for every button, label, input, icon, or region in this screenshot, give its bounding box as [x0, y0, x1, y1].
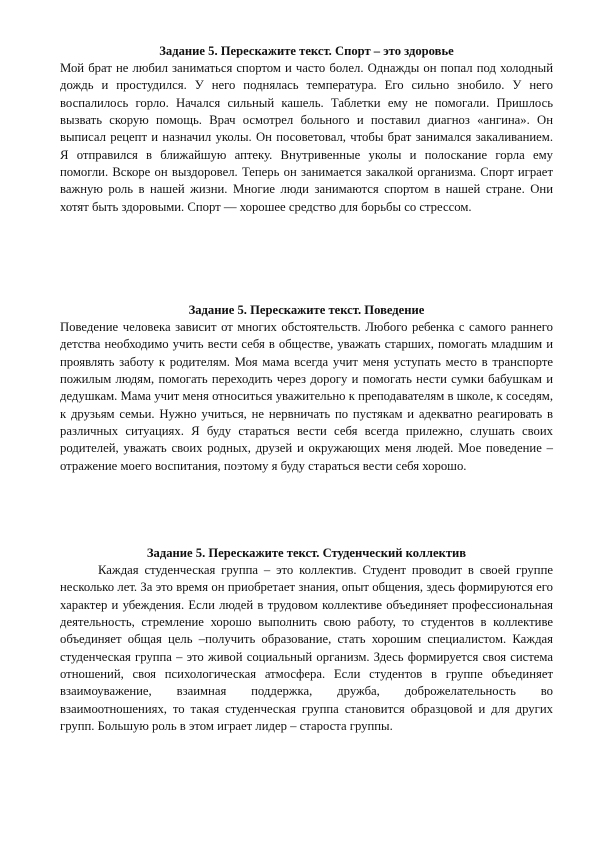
section-behavior	[60, 302, 553, 475]
section-student-collective	[60, 545, 553, 735]
section-title: Задание 5. Перескажите текст. Спорт – это здоровье	[159, 44, 454, 58]
section-sport	[60, 43, 553, 216]
section-text: Мой брат не любил заниматься спортом и часто болел. Однажды он попал под холодный дождь и простудился. У него поднялась температура. Его сильно знобило. У него воспалилось горло. Начался сильный кашель. Таблетки ему не помогали. Пришлось вызвать скорую помощь. Врач осмотрел больного и поставил диагноз «ангина». Он выписал рецепт и назначил уколы. Он посоветовал, чтобы брат занимался закаливанием. Я отправился в ближайшую аптеку. Внутривенные уколы и полоскание горла ему помогли. Вскоре он выздоровел. Теперь он занимается закалкой организма. Спорт играет важную роль в нашей жизни. Многие люди занимаются спортом в нашей стране. Они хотят быть здоровыми. Спорт — хорошее средство для борьбы со стрессом.	[60, 61, 553, 214]
section-title: Задание 5. Перескажите текст. Студенческий коллектив	[146, 546, 467, 560]
section-title: Задание 5. Перескажите текст. Поведение	[188, 303, 425, 317]
section-text: Каждая студенческая группа – это коллектив. Студент проводит в своей группе несколько лет. За это время он приобретает знания, опыт общения, здесь формируются его характер и убеждения. Если людей в трудовом коллективе объединяет профессиональная деятельность, стремление хорошо выполнить свою работу, то студентов в коллективе объединяет общая цель –получить образование, стать хорошим специалистом. Каждая студенческая группа – это живой социальный организм. Здесь формируется своя система отношений, своя психологическая атмосфера. Если студентов в группе объединяет взаимоуважение, взаимная поддержка, дружба, доброжелательность во взаимоотношениях, то такая студенческая группа становится образцовой и для других групп. Большую роль в этом играет лидер – староста группы.	[60, 563, 553, 734]
section-text: Поведение человека зависит от многих обстоятельств. Любого ребенка с самого раннего детства необходимо учить вести себя в обществе, уважать старших, помогать младшим и проявлять заботу к родителям. Моя мама всегда учит меня уступать место в транспорте пожилым людям, помогать переходить через дорогу и помогать нести сумки бабушкам и дедушкам. Мама учит меня относиться уважительно к преподавателям в школе, к соседям, к друзьям семьи. Нужно учиться, не нервничать по пустякам и адекватно реагировать в различных ситуациях. Я буду стараться вести себя всегда прилежно, слушать своих родителей, уважать своих родных, друзей и окружающих меня людей. Мое поведение – отражение моего воспитания, поэтому я буду стараться вести себя хорошо.	[60, 320, 553, 473]
